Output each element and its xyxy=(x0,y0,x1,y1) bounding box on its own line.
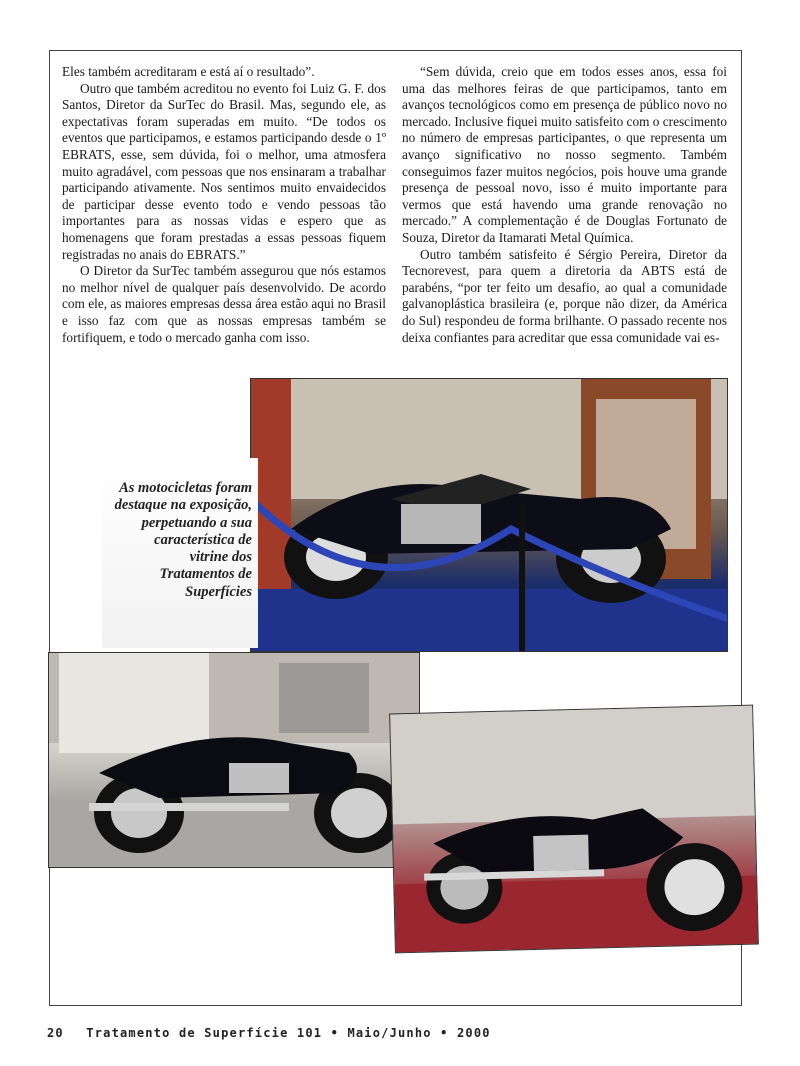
motorcycle-illustration xyxy=(251,379,728,652)
text-column-left xyxy=(62,64,386,346)
caption-text: As motocicletas foram destaque na exposição, perpetuando a sua característica de vitrine dos Tratamentos de Superfícies xyxy=(114,480,252,600)
motorcycle-photo-bottom-left xyxy=(48,652,420,868)
text-column-right xyxy=(402,64,727,346)
paragraph: “Sem dúvida, creio que em todos esses anos, essa foi uma das melhores feiras de que participamos, tanto em avanços tecnológicos como em presença de público novo no mercado. Inclusive fiquei muito satisfeito com o crescimento no número de empresas participantes, o que representa um avanço significativo no nosso segmento. Também conseguimos fazer muitos negócios, pois houve uma grande presença de pessoal novo, isso é muito importante para vermos que está havendo uma grande renovação no mercado.” A complementação é de Douglas Fortunato de Souza, Diretor da Itamarati Metal Química. xyxy=(402,64,727,245)
paragraph: Outro que também acreditou no evento foi Luiz G. F. dos Santos, Diretor da SurTec do Brasil. Mas, segundo ele, as expectativas foram superadas em muito. “De todos os eventos que participamos, e estamos participando desde o 1º EBRATS, esse, sem dúvida, foi o melhor, uma atmosfera muito agradável, com pessoas que nos ensinaram a trabalhar participando ativamente. Nos sentimos muito envaidecidos de participar desse evento todo e vendo pessoas tão importantes para as nossas vidas e espero que as homenagens que foram prestadas a essas pessoas fiquem registradas no anais do EBRATS.” xyxy=(62,80,386,262)
motorcycle-photo-bottom-right xyxy=(389,705,759,954)
motorcycle-illustration xyxy=(390,706,759,954)
paragraph: Outro também satisfeito é Sérgio Pereira, Diretor da Tecnorevest, para quem a diretoria da ABTS está de parabéns, “por ter feito um desafio, ao qual a comunidade galvanoplástica brasileira (e, porque não dizer, da América do Sul) respondeu de forma brilhante. O passado recente nos deixa confiantes para acreditar que essa comunidade vai es- xyxy=(402,246,727,345)
page-footer xyxy=(47,1026,491,1040)
paragraph: O Diretor da SurTec também assegurou que nós estamos no melhor nível de qualquer país desenvolvido. De acordo com ele, as maiores empresas dessa área estão aqui no Brasil e isso faz com que as nossas empresas também se fortifiquem, e todo o mercado ganha com isso. xyxy=(62,263,386,345)
photo-caption xyxy=(102,458,258,648)
page-number: 20 xyxy=(47,1026,64,1040)
motorcycle-illustration xyxy=(49,653,420,868)
publication-info: Tratamento de Superfície 101 • Maio/Junho • 2000 xyxy=(86,1026,491,1040)
paragraph: Eles também acreditaram e está aí o resultado”. xyxy=(62,64,315,79)
motorcycle-photo-top xyxy=(250,378,728,652)
